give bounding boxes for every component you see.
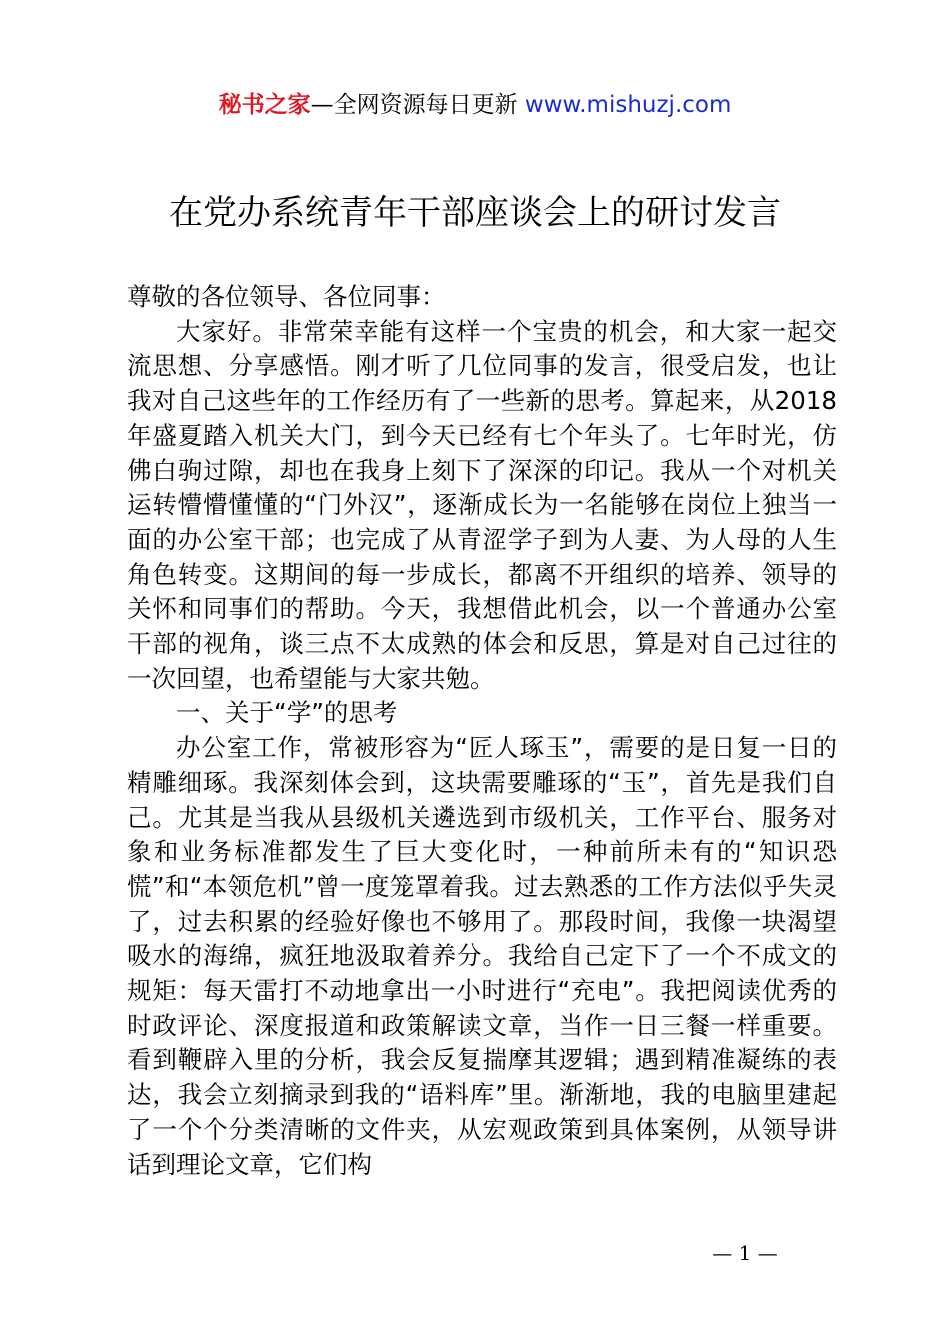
document-body [127,280,837,1182]
document-title: 在党办系统青年干部座谈会上的研讨发言 [169,193,781,233]
page-number: — 1 — [712,1241,778,1265]
salutation: 尊敬的各位领导、各位同事： [127,282,446,311]
section-heading-1: 一、关于“学”的思考 [176,698,398,728]
paragraph-study: 办公室工作，常被形容为“匠人琢玉”，需要的是日复一日的精雕细琢。我深刻体会到，这块需要雕琢的“玉”，首先是我们自己。尤其是当我从县级机关遴选到市级机关，工作平台、服务对象和业务标准都发生了巨大变化时，一种前所未有的“知识恐慌”和“本领危机”曾一度笼罩着我。过去熟悉的工作方法似乎失灵了，过去积累的经验好像也不够用了。那段时间，我像一块渴望吸水的海绵，疯狂地汲取着养分。我给自己定下了一个不成文的规矩：每天雷打不动地拿出一小时进行“充电”。我把阅读优秀的时政评论、深度报道和政策解读文章，当作一日三餐一样重要。看到鞭辟入里的分析，我会反复揣摩其逻辑；遇到精准凝练的表达，我会立刻摘录到我的“语料库”里。渐渐地，我的电脑里建起了一个个分类清晰的文件夹，从宏观政策到具体案例，从领导讲话到理论文章，它们构 [127,733,837,1179]
site-slogan: —全网资源每日更新 [310,92,525,118]
site-brand: 秘书之家 [218,92,311,118]
site-url-link[interactable]: www.mishuzj.com [524,92,732,118]
site-banner [0,88,950,122]
paragraph-opening: 大家好。非常荣幸能有这样一个宝贵的机会，和大家一起交流思想、分享感悟。刚才听了几位同事的发言，很受启发，也让我对自己这些年的工作经历有了一些新的思考。算起来，从2018年盛夏踏入机关大门，到今天已经有七个年头了。七年时光，仿佛白驹过隙，却也在我身上刻下了深深的印记。我从一个对机关运转懵懵懂懂的“门外汉”，逐渐成长为一名能够在岗位上独当一面的办公室干部；也完成了从青涩学子到为人妻、为人母的人生角色转变。这期间的每一步成长，都离不开组织的培养、领导的关怀和同事们的帮助。今天，我想借此机会，以一个普通办公室干部的视角，谈三点不太成熟的体会和反思，算是对自己过往的一次回望，也希望能与大家共勉。 [127,316,837,693]
